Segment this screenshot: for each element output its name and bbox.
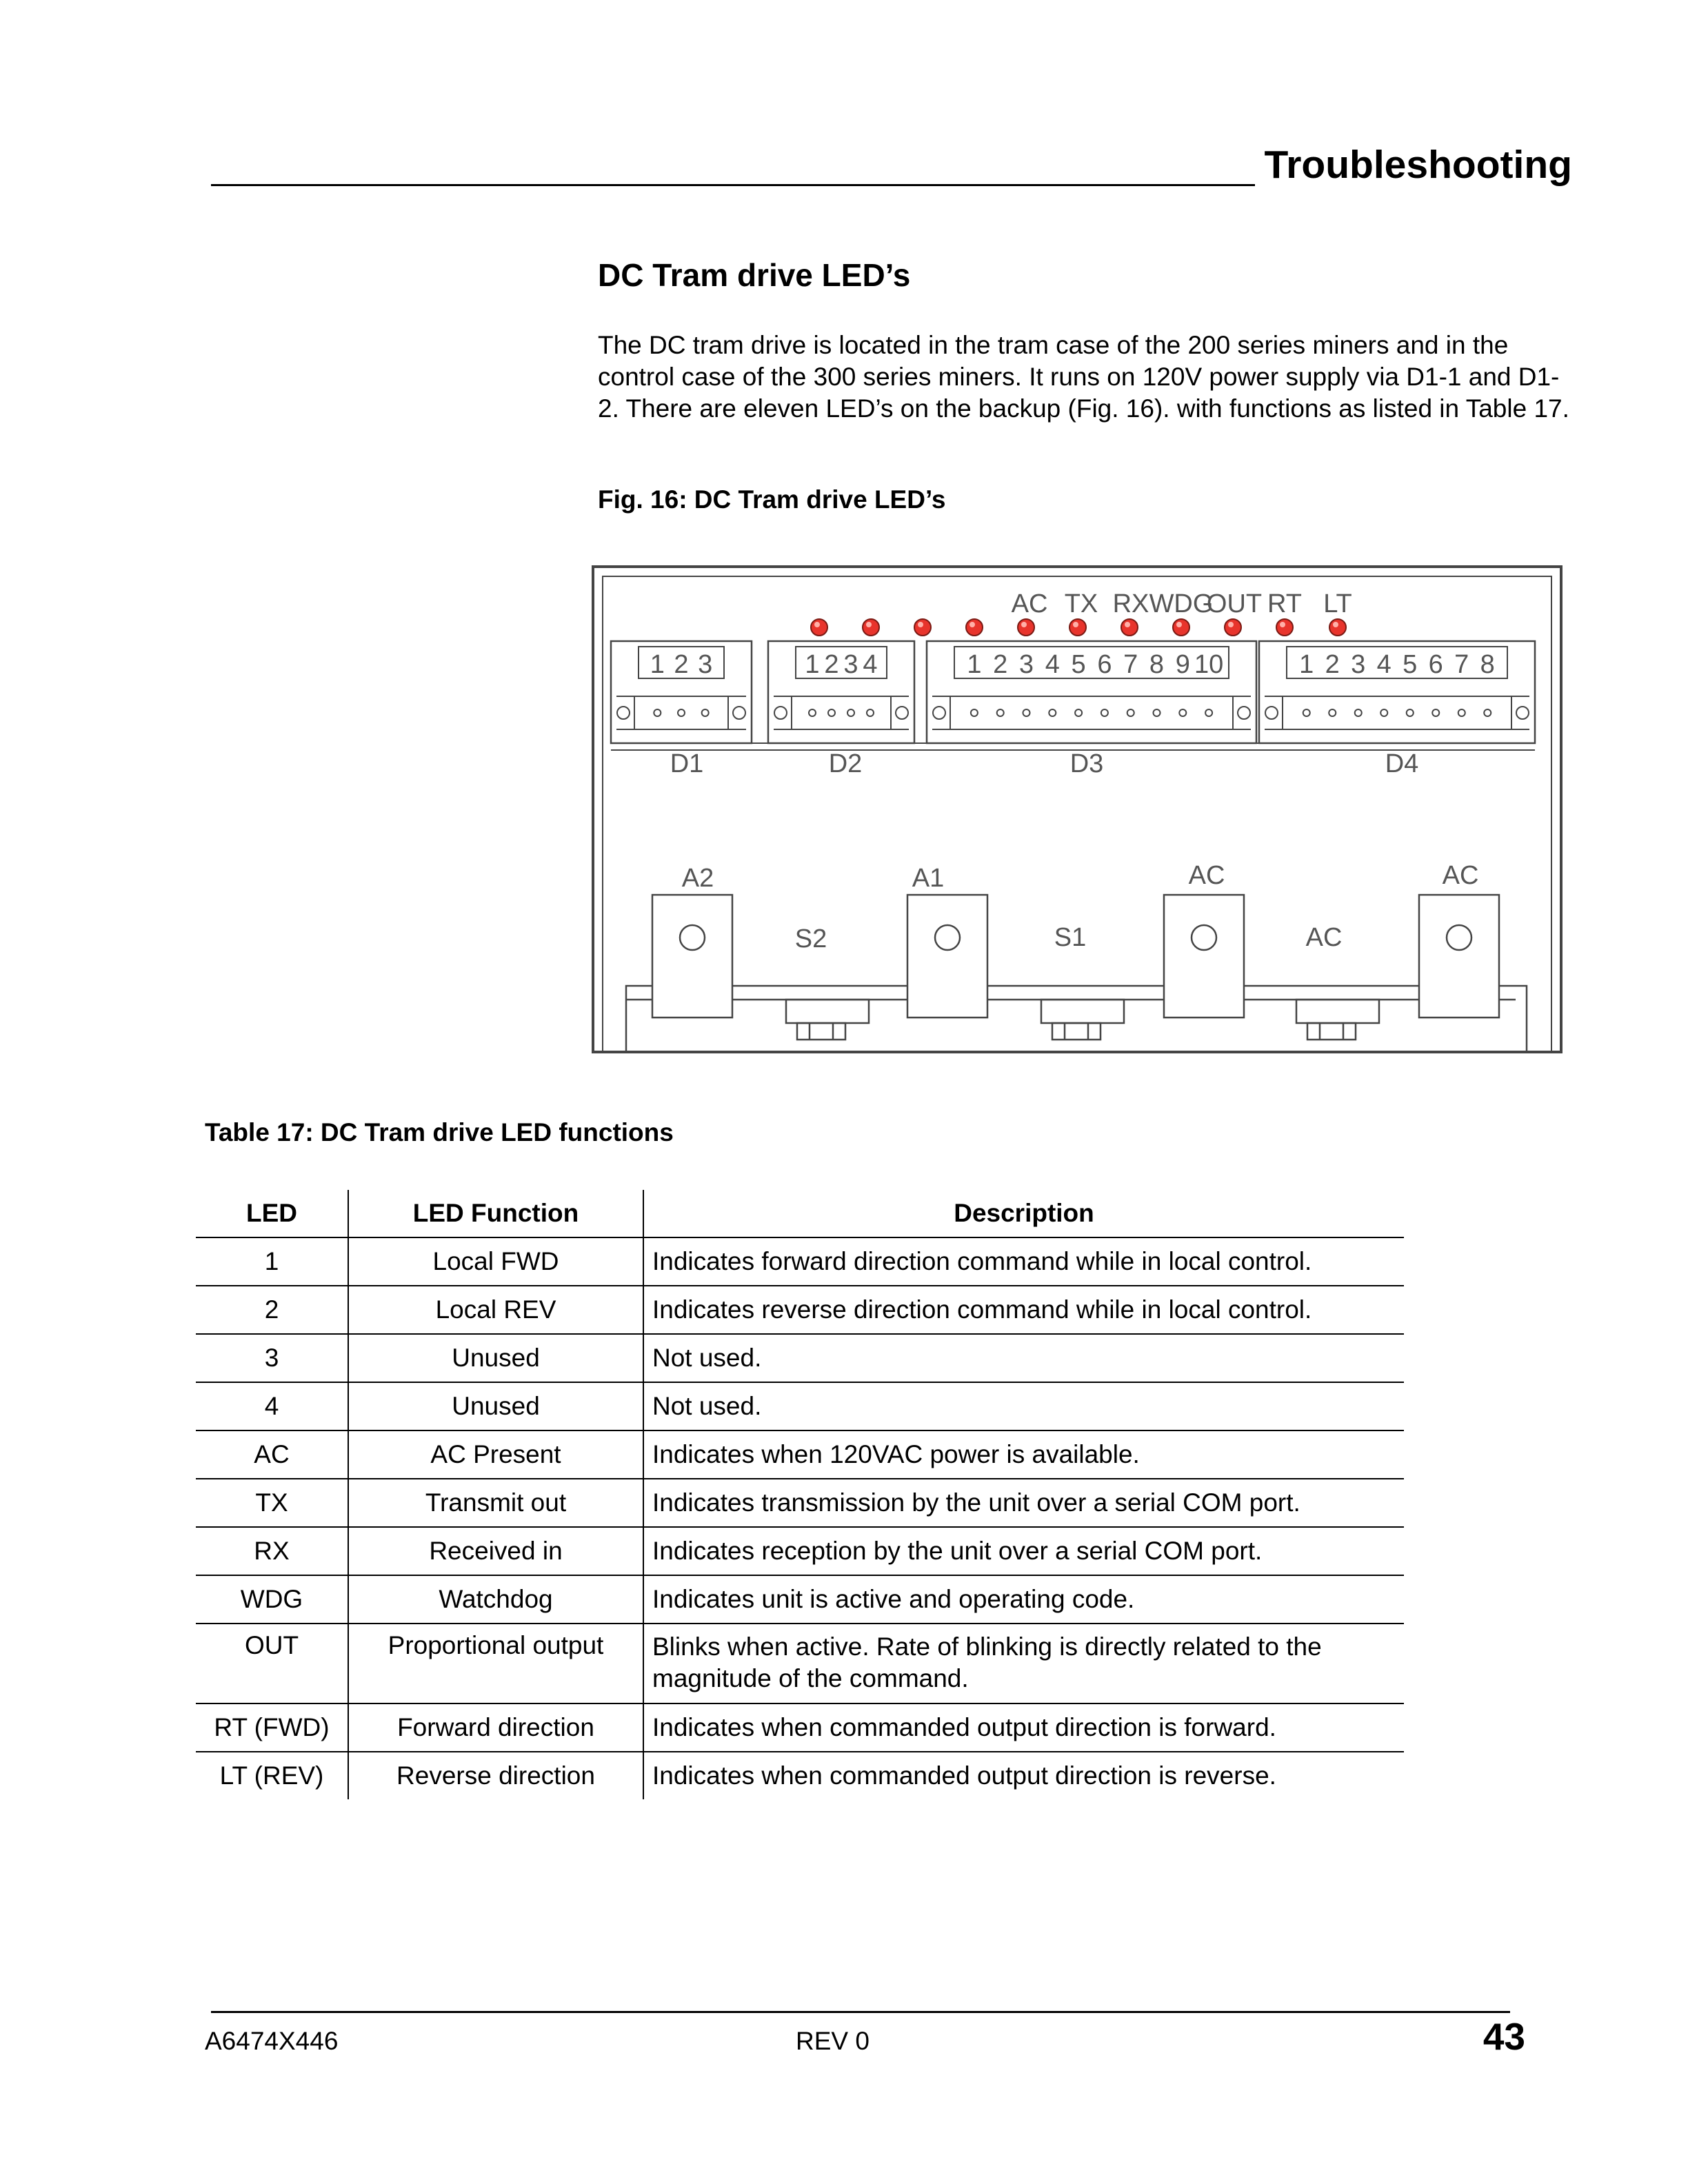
table-row (196, 1624, 1404, 1703)
pin-number: 3 (698, 650, 713, 679)
pin-number: 7 (1454, 650, 1469, 679)
column-header-function: LED Function (348, 1190, 643, 1237)
led-highlight (1333, 622, 1338, 627)
table-row (196, 1752, 1404, 1799)
connector-label-d1: D1 (670, 749, 704, 778)
pin-number: 10 (1194, 650, 1224, 679)
table-row (196, 1703, 1404, 1752)
description-cell: Indicates forward direction command while in local control. (643, 1237, 1404, 1286)
led-indicator (1121, 619, 1138, 636)
led-label: WDG (1149, 589, 1214, 618)
mount-screw (1265, 707, 1278, 719)
led-cell: 2 (196, 1286, 348, 1334)
led-label: OUT (1206, 589, 1263, 618)
pin-number: 2 (1325, 650, 1340, 679)
led-label: TX (1064, 589, 1098, 618)
pin-number: 4 (1045, 650, 1060, 679)
function-cell: Watchdog (348, 1575, 643, 1624)
led-highlight (969, 622, 975, 627)
footer-revision: REV 0 (796, 2027, 870, 2055)
table-row (196, 1575, 1404, 1624)
housing-inner-outline (603, 576, 1551, 1052)
function-cell: Unused (348, 1382, 643, 1430)
terminal-post-a1 (907, 895, 987, 1018)
table-row (196, 1286, 1404, 1334)
terminal-label-ac: AC (1305, 923, 1343, 952)
connector-block (768, 641, 914, 743)
mount-screw (617, 707, 630, 719)
mount-screw (1238, 707, 1250, 719)
table-row (196, 1237, 1404, 1286)
connector-pin-header (1287, 647, 1507, 678)
led-indicator (1329, 619, 1346, 636)
footer-doc-number: A6474X446 (205, 2027, 339, 2055)
pin-hole (847, 709, 854, 716)
led-label: LT (1323, 589, 1352, 618)
terminal-label-s2: S2 (794, 924, 827, 953)
led-label: RX (1112, 589, 1149, 618)
function-cell: Proportional output (348, 1624, 643, 1703)
pin-number: 1 (1299, 650, 1314, 679)
pin-hole (867, 709, 874, 716)
led-label: RT (1267, 589, 1302, 618)
led-indicator (1225, 619, 1241, 636)
pin-hole (1075, 709, 1082, 716)
pin-number: 4 (1376, 650, 1391, 679)
led-function-table (196, 1190, 1404, 1799)
pin-hole (1303, 709, 1310, 716)
function-cell: Unused (348, 1334, 643, 1382)
pin-number: 2 (674, 650, 689, 679)
dc-tram-drive-diagram (592, 565, 1564, 1058)
description-cell: Not used. (643, 1382, 1404, 1430)
pin-number: 4 (863, 650, 878, 679)
table-row (196, 1479, 1404, 1527)
header-rule (211, 184, 1255, 186)
column-header-description: Description (643, 1190, 1404, 1237)
pin-hole (1179, 709, 1186, 716)
led-labels (1012, 589, 1352, 618)
connector-label-d2: D2 (828, 749, 863, 778)
led-highlight (1021, 622, 1027, 627)
terminal-label-ac: AC (1188, 861, 1225, 890)
page-header-title: Troubleshooting (1264, 143, 1572, 187)
column-header-led: LED (196, 1190, 348, 1237)
pin-number: 8 (1149, 650, 1165, 679)
led-cell: AC (196, 1430, 348, 1479)
function-cell: Local FWD (348, 1237, 643, 1286)
led-indicator (863, 619, 879, 636)
pin-number: 3 (843, 650, 858, 679)
terminal-label-s1: S1 (1054, 923, 1087, 952)
pin-number: 8 (1480, 650, 1495, 679)
pin-hole (1101, 709, 1108, 716)
body-paragraph: The DC tram drive is located in the tram case of the 200 series miners and in the control case of the 300 series miners. It runs on 120V power supply via D1-1 and D1-2. There are eleven LED’s on the backup (Fig. 16). with functions as listed in Table 17. (598, 331, 1569, 423)
led-indicator (1069, 619, 1086, 636)
mount-screw (896, 707, 908, 719)
led-cell: 3 (196, 1334, 348, 1382)
led-cell: WDG (196, 1575, 348, 1624)
pin-hole (1329, 709, 1336, 716)
mount-screw (733, 707, 745, 719)
led-highlight (1228, 622, 1234, 627)
description-cell: Indicates when 120VAC power is available. (643, 1430, 1404, 1479)
pin-hole (1049, 709, 1056, 716)
led-highlight (1176, 622, 1182, 627)
led-cell: RX (196, 1527, 348, 1575)
table-row (196, 1334, 1404, 1382)
pin-number: 6 (1428, 650, 1443, 679)
pin-hole (1458, 709, 1465, 716)
led-indicator (811, 619, 827, 636)
led-label: AC (1011, 589, 1048, 618)
table-row (196, 1430, 1404, 1479)
pin-number: 5 (1403, 650, 1418, 679)
pin-number: 9 (1175, 650, 1190, 679)
connector-label-d3: D3 (1069, 749, 1104, 778)
description-cell: Not used. (643, 1334, 1404, 1382)
pin-number: 6 (1097, 650, 1112, 679)
page-number: 43 (1483, 2015, 1525, 2058)
terminal-post-a2 (652, 895, 732, 1018)
pin-hole (997, 709, 1004, 716)
pin-hole (1484, 709, 1491, 716)
pin-hole (654, 709, 661, 716)
led-highlight (918, 622, 923, 627)
description-cell: Indicates reverse direction command while in local control. (643, 1286, 1404, 1334)
description-cell: Blinks when active. Rate of blinking is directly related to the magnitude of the command. (643, 1624, 1404, 1703)
pin-hole (702, 709, 709, 716)
table-header-row (196, 1190, 1404, 1237)
function-cell: Local REV (348, 1286, 643, 1334)
led-indicator (1018, 619, 1034, 636)
pin-number: 7 (1123, 650, 1138, 679)
connector-blocks (611, 641, 1535, 743)
pin-hole (1127, 709, 1134, 716)
table-caption: Table 17: DC Tram drive LED functions (205, 1118, 674, 1146)
pin-number: 5 (1071, 650, 1086, 679)
description-cell: Indicates reception by the unit over a serial COM port. (643, 1527, 1404, 1575)
terminal-post-ac (1419, 895, 1499, 1018)
pin-hole (678, 709, 685, 716)
description-cell: Indicates when commanded output direction is reverse. (652, 1761, 1276, 1790)
terminal-label-a1: A1 (912, 864, 945, 893)
pin-number: 1 (967, 650, 982, 679)
housing-outline (593, 567, 1561, 1052)
section-title: DC Tram drive LED’s (598, 257, 911, 293)
description-cell: Indicates unit is active and operating code. (643, 1575, 1404, 1624)
terminal-label-ac: AC (1442, 861, 1479, 890)
pin-hole (971, 709, 978, 716)
connector-label-d4: D4 (1385, 749, 1419, 778)
led-cell: TX (196, 1479, 348, 1527)
function-cell: Forward direction (348, 1703, 643, 1752)
figure-caption: Fig. 16: DC Tram drive LED’s (598, 485, 946, 514)
pin-hole (1380, 709, 1387, 716)
mount-screw (774, 707, 787, 719)
function-cell: Transmit out (348, 1479, 643, 1527)
led-highlight (1073, 622, 1078, 627)
function-cell: AC Present (348, 1430, 643, 1479)
terminal-label-a2: A2 (681, 864, 714, 893)
terminal-post-ac (1164, 895, 1244, 1018)
pin-number: 1 (805, 650, 820, 679)
led-cell: 1 (196, 1237, 348, 1286)
pin-hole (828, 709, 835, 716)
function-cell: Received in (348, 1527, 643, 1575)
led-cell: 4 (196, 1382, 348, 1430)
pin-number: 2 (824, 650, 839, 679)
table-row (196, 1527, 1404, 1575)
led-cell: OUT (196, 1624, 348, 1703)
mount-screw (1516, 707, 1529, 719)
pin-number: 2 (993, 650, 1008, 679)
led-indicator (1276, 619, 1293, 636)
led-row (811, 619, 1346, 636)
pin-hole (1407, 709, 1414, 716)
led-indicator (966, 619, 983, 636)
led-cell: RT (FWD) (196, 1703, 348, 1752)
function-cell: Reverse direction (348, 1752, 643, 1799)
pin-number: 3 (1351, 650, 1366, 679)
pin-hole (1205, 709, 1212, 716)
pin-number: 3 (1018, 650, 1034, 679)
mount-screw (933, 707, 945, 719)
pin-hole (809, 709, 816, 716)
led-highlight (1125, 622, 1130, 627)
pin-hole (1355, 709, 1362, 716)
pin-hole (1154, 709, 1160, 716)
led-cell: LT (REV) (196, 1752, 348, 1799)
pin-number: 1 (650, 650, 665, 679)
footer-rule (211, 2011, 1510, 2013)
table-row (196, 1382, 1404, 1430)
led-indicator (914, 619, 931, 636)
description-cell: Indicates when commanded output direction is forward. (643, 1703, 1404, 1752)
led-highlight (866, 622, 872, 627)
pin-hole (1023, 709, 1030, 716)
led-indicator (1173, 619, 1189, 636)
led-highlight (814, 622, 820, 627)
description-cell: Indicates transmission by the unit over a serial COM port. (643, 1479, 1404, 1527)
led-highlight (1280, 622, 1285, 627)
pin-hole (1432, 709, 1439, 716)
